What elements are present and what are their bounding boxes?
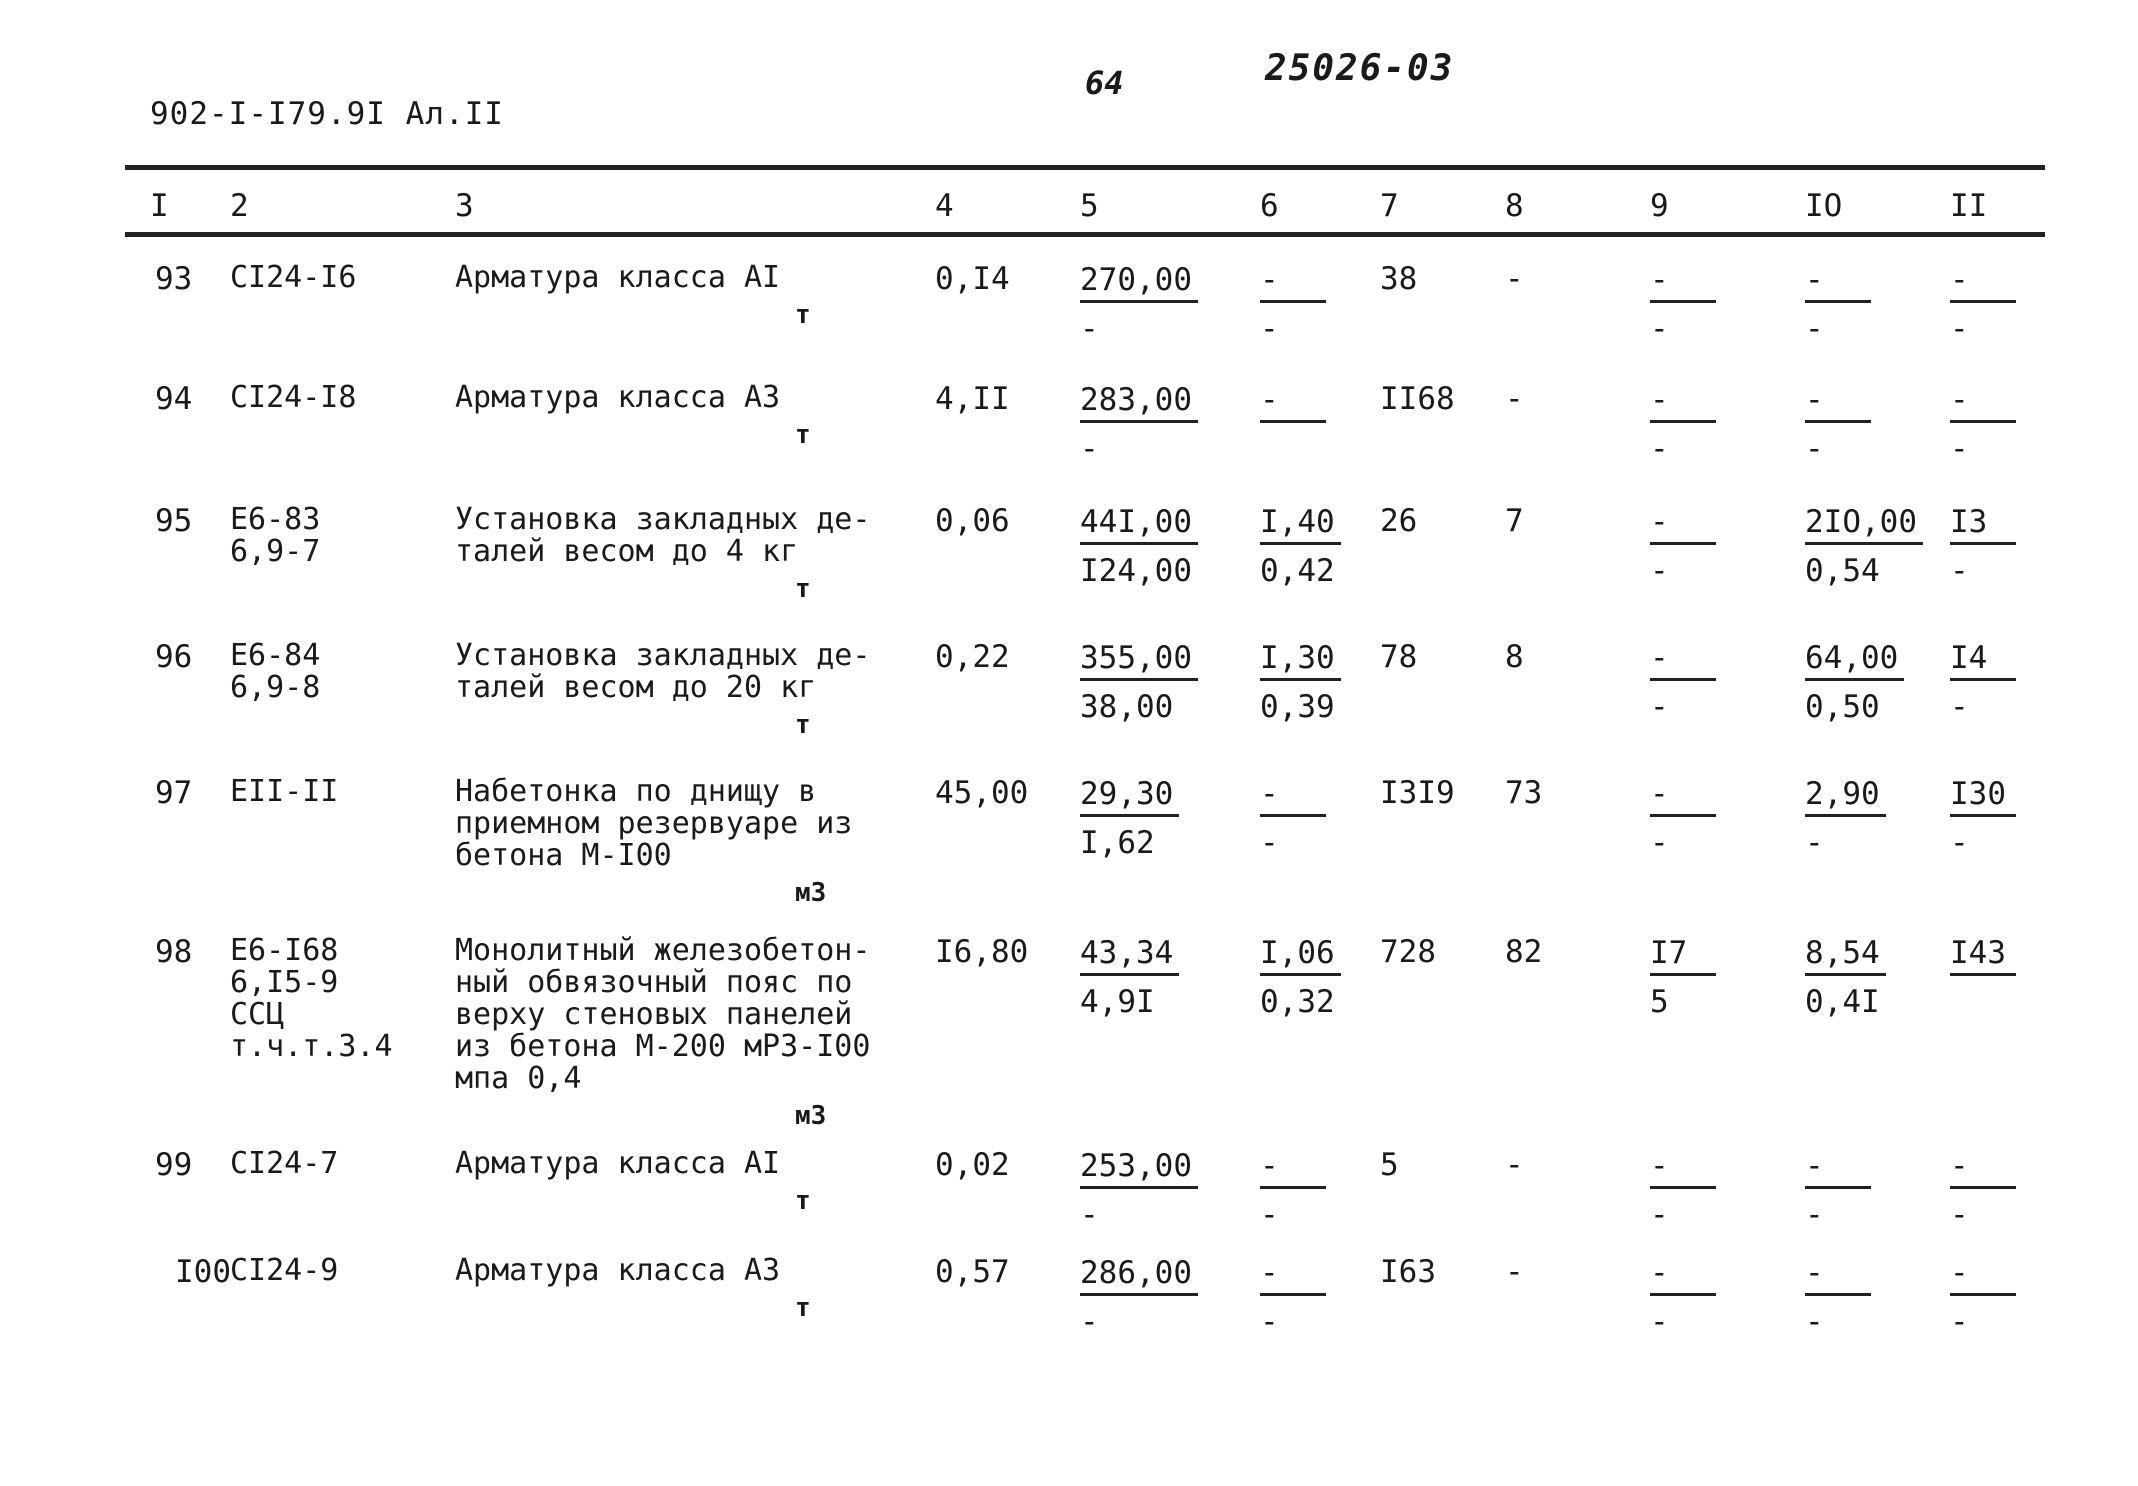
column-9-value (1650, 1148, 1716, 1233)
unit-cost-denominator: 38,00 (1080, 689, 1174, 725)
cost-component-numerator: - (1260, 382, 1326, 423)
unit-cost-numerator: 355,00 (1080, 640, 1198, 681)
column-11-value-denominator: - (1950, 689, 1969, 725)
total-cost: 728 (1380, 934, 1436, 970)
total-cost: 5 (1380, 1147, 1399, 1183)
unit-cost-numerator: 44I,00 (1080, 504, 1198, 545)
column-11-value (1950, 382, 2016, 467)
column-10-value-numerator: - (1805, 382, 1871, 423)
total-cost: 26 (1380, 503, 1418, 539)
wage-cost: 82 (1505, 934, 1543, 970)
wage-cost: 8 (1505, 639, 1524, 675)
item-description: Монолитный железобетон- ный обвязочный пояс по верху стеновых панелей из бетона М-200 мР3-I00 мпа 0,4 (455, 933, 871, 1096)
unit-cost (1080, 504, 1198, 589)
column-9-value-denominator: 5 (1650, 984, 1669, 1020)
cost-component-numerator: - (1260, 262, 1326, 303)
quantity: 0,06 (935, 503, 1010, 539)
column-9-value-denominator: - (1650, 1304, 1669, 1340)
column-9-value (1650, 640, 1716, 725)
column-9-value-numerator: - (1650, 1255, 1716, 1296)
item-description: Арматура класса АI (455, 1146, 781, 1181)
column-11-value (1950, 1255, 2016, 1340)
unit-of-measure: т (795, 1293, 811, 1323)
column-11-value-denominator: - (1950, 825, 1969, 861)
unit-cost (1080, 776, 1179, 861)
item-code: CI24-9 (230, 1253, 339, 1288)
cost-component-denominator: 0,42 (1260, 553, 1335, 589)
wage-cost: 73 (1505, 775, 1543, 811)
column-10-value-numerator: - (1805, 1148, 1871, 1189)
cost-component (1260, 1255, 1326, 1340)
cost-component-numerator: I,30 (1260, 640, 1341, 681)
cost-component (1260, 776, 1326, 861)
quantity: 4,II (935, 381, 1010, 417)
cost-component (1260, 1148, 1326, 1233)
column-9-value-numerator: - (1650, 776, 1716, 817)
column-11-value-numerator: - (1950, 262, 2016, 303)
item-code: E6-84 6,9-8 (230, 638, 321, 705)
column-header-1: I (150, 188, 169, 224)
page-number: 64 (1085, 64, 1124, 102)
column-11-value (1950, 776, 2016, 861)
column-10-value (1805, 776, 1886, 861)
column-11-value-numerator: I43 (1950, 935, 2016, 976)
unit-cost (1080, 382, 1198, 467)
item-code: CI24-I6 (230, 260, 357, 295)
row-number: 96 (155, 639, 193, 675)
column-10-value-numerator: 64,00 (1805, 640, 1904, 681)
column-header-5: 5 (1080, 188, 1099, 224)
unit-cost-denominator: - (1080, 311, 1099, 347)
column-10-value (1805, 1255, 1871, 1340)
row-number: 99 (155, 1147, 193, 1183)
column-header-4: 4 (935, 188, 954, 224)
column-10-value (1805, 1148, 1871, 1233)
column-header-3: 3 (455, 188, 474, 224)
unit-cost (1080, 935, 1179, 1020)
column-9-value-denominator: - (1650, 311, 1669, 347)
cost-component (1260, 640, 1341, 725)
column-11-value-numerator: I30 (1950, 776, 2016, 817)
column-header-9: 9 (1650, 188, 1669, 224)
column-9-value-numerator: - (1650, 262, 1716, 303)
column-10-value-denominator: 0,50 (1805, 689, 1880, 725)
item-description: Установка закладных де- талей весом до 4 кг (455, 502, 871, 569)
item-description: Арматура класса АI (455, 260, 781, 295)
column-9-value (1650, 935, 1716, 1020)
cost-component-denominator: - (1260, 311, 1279, 347)
column-10-value-denominator: 0,4I (1805, 984, 1880, 1020)
row-number: 95 (155, 503, 193, 539)
unit-cost-denominator: - (1080, 1197, 1099, 1233)
unit-cost (1080, 640, 1198, 725)
column-10-value-denominator: - (1805, 1197, 1824, 1233)
column-9-value-denominator: - (1650, 431, 1669, 467)
cost-component (1260, 382, 1326, 431)
unit-cost (1080, 1255, 1198, 1340)
unit-cost-denominator: - (1080, 431, 1099, 467)
column-header-6: 6 (1260, 188, 1279, 224)
row-number: 93 (155, 261, 193, 297)
quantity: 45,00 (935, 775, 1029, 811)
cost-component-numerator: - (1260, 776, 1326, 817)
column-11-value-numerator: I4 (1950, 640, 2016, 681)
column-11-value (1950, 504, 2016, 589)
unit-cost-numerator: 29,30 (1080, 776, 1179, 817)
unit-cost-numerator: 283,00 (1080, 382, 1198, 423)
wage-cost: - (1505, 381, 1524, 417)
column-10-value-denominator: - (1805, 825, 1824, 861)
column-10-value (1805, 640, 1904, 725)
column-9-value-numerator: - (1650, 382, 1716, 423)
unit-cost (1080, 262, 1198, 347)
column-9-value-numerator: I7 (1650, 935, 1716, 976)
column-header-11: II (1950, 188, 1988, 224)
column-10-value-numerator: 8,54 (1805, 935, 1886, 976)
unit-cost (1080, 1148, 1198, 1233)
unit-cost-denominator: I,62 (1080, 825, 1155, 861)
column-11-value-numerator: - (1950, 1148, 2016, 1189)
document-code: 902-I-I79.9I Ал.II (150, 96, 504, 132)
header-rule (125, 232, 2045, 237)
column-11-value-denominator: - (1950, 431, 1969, 467)
column-9-value-denominator: - (1650, 689, 1669, 725)
row-number: I00 (175, 1254, 231, 1290)
column-10-value-denominator: - (1805, 1304, 1824, 1340)
quantity: 0,22 (935, 639, 1010, 675)
item-description: Арматура класса А3 (455, 380, 781, 415)
unit-of-measure: т (795, 300, 811, 330)
unit-of-measure: т (795, 710, 811, 740)
column-11-value-numerator: - (1950, 1255, 2016, 1296)
column-header-8: 8 (1505, 188, 1524, 224)
unit-cost-numerator: 270,00 (1080, 262, 1198, 303)
column-11-value-denominator: - (1950, 1197, 1969, 1233)
unit-of-measure: т (795, 420, 811, 450)
column-header-2: 2 (230, 188, 249, 224)
unit-of-measure: м3 (795, 878, 827, 908)
item-code: CI24-7 (230, 1146, 339, 1181)
quantity: I6,80 (935, 934, 1029, 970)
cost-component-denominator: - (1260, 825, 1279, 861)
cost-component-denominator: - (1260, 1197, 1279, 1233)
item-code: E6-83 6,9-7 (230, 502, 321, 569)
column-11-value-denominator: - (1950, 1304, 1969, 1340)
cost-component (1260, 935, 1341, 1020)
column-9-value-numerator: - (1650, 640, 1716, 681)
row-number: 97 (155, 775, 193, 811)
cost-component-numerator: I,06 (1260, 935, 1341, 976)
total-cost: 38 (1380, 261, 1418, 297)
column-9-value (1650, 776, 1716, 861)
total-cost: II68 (1380, 381, 1455, 417)
column-9-value-numerator: - (1650, 504, 1716, 545)
column-10-value-numerator: 2,90 (1805, 776, 1886, 817)
column-9-value-numerator: - (1650, 1148, 1716, 1189)
column-11-value (1950, 262, 2016, 347)
column-9-value (1650, 1255, 1716, 1340)
item-code: CI24-I8 (230, 380, 357, 415)
column-10-value (1805, 504, 1923, 589)
total-cost: I3I9 (1380, 775, 1455, 811)
handwritten-number: 25026-03 (1265, 48, 1455, 89)
cost-component-numerator: - (1260, 1148, 1326, 1189)
column-10-value-denominator: 0,54 (1805, 553, 1880, 589)
column-10-value (1805, 935, 1886, 1020)
column-9-value-denominator: - (1650, 1197, 1669, 1233)
quantity: 0,I4 (935, 261, 1010, 297)
wage-cost: 7 (1505, 503, 1524, 539)
column-11-value-numerator: - (1950, 382, 2016, 423)
column-11-value (1950, 935, 2016, 984)
column-10-value-numerator: 2IO,00 (1805, 504, 1923, 545)
wage-cost: - (1505, 1147, 1524, 1183)
quantity: 0,57 (935, 1254, 1010, 1290)
column-9-value-denominator: - (1650, 553, 1669, 589)
unit-cost-numerator: 43,34 (1080, 935, 1179, 976)
wage-cost: - (1505, 261, 1524, 297)
top-rule (125, 165, 2045, 170)
item-description: Набетонка по днищу в приемном резервуаре из бетона М-I00 (455, 774, 853, 873)
column-10-value (1805, 262, 1871, 347)
row-number: 98 (155, 934, 193, 970)
cost-component-numerator: I,40 (1260, 504, 1341, 545)
unit-of-measure: м3 (795, 1101, 827, 1131)
item-description: Установка закладных де- талей весом до 20 кг (455, 638, 871, 705)
column-9-value-denominator: - (1650, 825, 1669, 861)
cost-component (1260, 504, 1341, 589)
cost-component-numerator: - (1260, 1255, 1326, 1296)
column-11-value (1950, 1148, 2016, 1233)
wage-cost: - (1505, 1254, 1524, 1290)
column-header-7: 7 (1380, 188, 1399, 224)
column-9-value (1650, 382, 1716, 467)
column-10-value (1805, 382, 1871, 467)
unit-of-measure: т (795, 574, 811, 604)
quantity: 0,02 (935, 1147, 1010, 1183)
column-10-value-denominator: - (1805, 431, 1824, 467)
column-9-value (1650, 504, 1716, 589)
column-9-value (1650, 262, 1716, 347)
unit-cost-numerator: 253,00 (1080, 1148, 1198, 1189)
cost-component-denominator: 0,39 (1260, 689, 1335, 725)
column-header-10: IO (1805, 188, 1843, 224)
unit-cost-denominator: - (1080, 1304, 1099, 1340)
unit-of-measure: т (795, 1186, 811, 1216)
cost-component (1260, 262, 1326, 347)
total-cost: 78 (1380, 639, 1418, 675)
column-10-value-numerator: - (1805, 262, 1871, 303)
column-10-value-denominator: - (1805, 311, 1824, 347)
item-code: EII-II (230, 774, 339, 809)
unit-cost-denominator: I24,00 (1080, 553, 1192, 589)
unit-cost-denominator: 4,9I (1080, 984, 1155, 1020)
column-11-value-numerator: I3 (1950, 504, 2016, 545)
cost-component-denominator: - (1260, 1304, 1279, 1340)
cost-component-denominator: 0,32 (1260, 984, 1335, 1020)
unit-cost-numerator: 286,00 (1080, 1255, 1198, 1296)
item-code: E6-I68 6,I5-9 ССЦ т.ч.т.3.4 (230, 933, 393, 1064)
column-11-value-denominator: - (1950, 311, 1969, 347)
row-number: 94 (155, 381, 193, 417)
column-10-value-numerator: - (1805, 1255, 1871, 1296)
column-11-value (1950, 640, 2016, 725)
item-description: Арматура класса А3 (455, 1253, 781, 1288)
total-cost: I63 (1380, 1254, 1436, 1290)
column-11-value-denominator: - (1950, 553, 1969, 589)
